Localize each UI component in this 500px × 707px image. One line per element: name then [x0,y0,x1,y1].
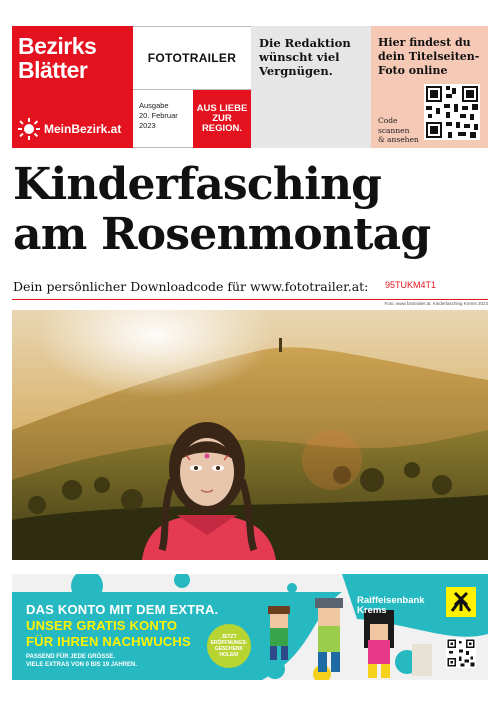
online-promo-box [371,26,488,148]
brand-block[interactable] [12,26,133,148]
ad-subline: UNSER GRATIS KONTO FÜR IHREN NACHWUCHS [26,618,191,649]
brand-subline [18,118,121,140]
fototrailer-label: FOTOTRAILER [147,51,237,65]
issue-info: Ausgabe 20. Februar 2023 [139,101,178,130]
promo-text: Hier findest du dein Titelseiten-Foto online [378,36,480,77]
qr-code-icon[interactable] [424,84,480,140]
bank-advertisement[interactable] [12,574,488,680]
redaktion-box [251,26,371,148]
fototrailer-column [133,26,251,148]
sun-icon [18,118,40,140]
brand-logo-text: Bezirks Blätter [18,33,97,83]
gift-badge: JETZT ERÖFFNUNGS- GESCHENK HOLEN! [207,624,251,668]
page-title: Kinderfasching am Rosenmontag [13,159,431,260]
download-code[interactable]: 95TUKM4T1 [385,280,437,290]
ad-headline: DAS KONTO MIT DEM EXTRA. [26,602,219,617]
photo-illustration [12,310,488,560]
scan-hint: Code scannen & ansehen [378,116,419,144]
download-code-label: Dein persönlicher Downloadcode für www.fototrailer.at: [13,279,369,294]
divider [12,299,488,300]
brand-url: MeinBezirk.at [44,122,122,136]
cover-photo [12,310,488,560]
slogan-badge: AUS LIEBE ZUR REGION. [193,90,251,148]
bank-name: Raiffeisenbank Krems [357,595,425,616]
raiffeisen-logo-icon [446,587,476,617]
masthead [12,26,488,150]
ad-small-print: PASSEND FÜR JEDE GRÖSSE. VIELE EXTRAS VON 0 BIS 19 JAHREN. [26,654,138,668]
redaktion-text: Die Redaktion wünscht viel Vergnügen. [259,36,351,78]
qr-code-icon[interactable] [446,638,476,668]
photo-credit: Foto: www.fototrailer.at, Kinderfasching Krems 2023 [384,301,488,306]
